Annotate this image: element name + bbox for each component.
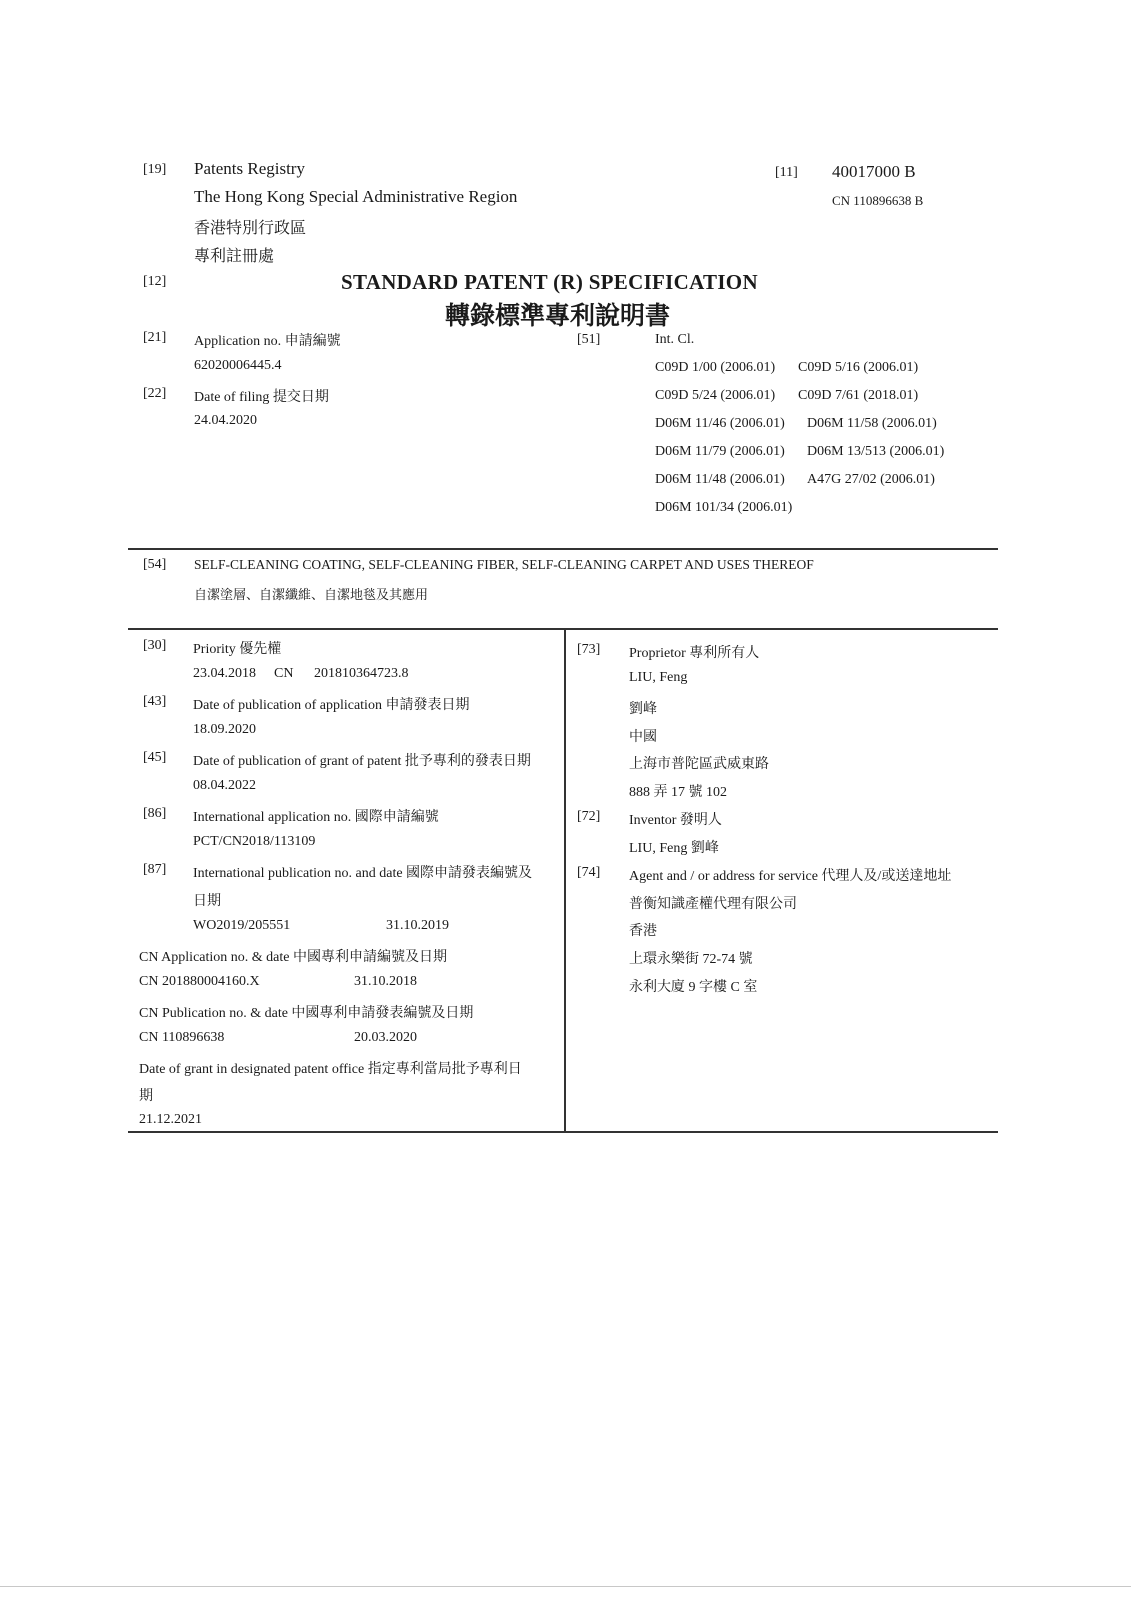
ipc-class: C09D 7/61 (2018.01)	[798, 388, 919, 403]
int-cl-label: Int. Cl.	[655, 332, 695, 347]
proprietor-label: Proprietor 專利所有人	[629, 646, 760, 661]
invention-title-zh: 自潔塗層、自潔纖維、自潔地毯及其應用	[194, 588, 429, 603]
priority-label: Priority 優先權	[193, 642, 282, 657]
inid-code-86: [86]	[143, 806, 167, 821]
application-no-label: Application no. 申請編號	[194, 334, 341, 349]
scan-edge-line	[0, 1586, 1131, 1587]
application-no-value: 62020006445.4	[194, 358, 282, 373]
inid-code-21: [21]	[143, 330, 167, 345]
international-application-label: International application no. 國際申請編號	[193, 810, 439, 825]
inid-code-54: [54]	[143, 557, 167, 572]
inventor-value: LIU, Feng 劉峰	[629, 841, 719, 856]
publication-of-application-label: Date of publication of application 申請發表日期	[193, 698, 470, 713]
ipc-class: D06M 11/79 (2006.01)	[655, 444, 785, 459]
international-publication-label-cont: 日期	[193, 894, 221, 909]
table-bottom-rule	[128, 1131, 998, 1133]
international-application-value: PCT/CN2018/113109	[193, 834, 316, 849]
cn-application-no: CN 201880004160.X	[139, 974, 260, 989]
inid-code-12: [12]	[143, 274, 167, 289]
registry-name: Patents Registry	[194, 159, 305, 178]
publication-of-application-value: 18.09.2020	[193, 722, 256, 737]
ipc-class: D06M 11/46 (2006.01)	[655, 416, 785, 431]
inid-code-11: [11]	[775, 165, 798, 180]
cn-number: CN 110896638 B	[832, 193, 924, 208]
grant-designated-office-label: Date of grant in designated patent office 指定專利當局批予專利日	[139, 1062, 522, 1077]
agent-label: Agent and / or address for service 代理人及/或送達地址	[629, 869, 952, 884]
ipc-class: C09D 5/24 (2006.01)	[655, 388, 776, 403]
agent-line: 上環永樂街 72-74 號	[629, 952, 753, 967]
international-publication-label: International publication no. and date 國際申請發表編號及	[193, 866, 533, 881]
ipc-class: D06M 13/513 (2006.01)	[807, 444, 945, 459]
agent-line: 普衡知識產權代理有限公司	[629, 897, 797, 912]
cn-publication-no: CN 110896638	[139, 1030, 225, 1045]
publication-of-grant-label: Date of publication of grant of patent 批予專利的發表日期	[193, 754, 531, 769]
international-publication-no: WO2019/205551	[193, 918, 291, 933]
cn-publication-date: 20.03.2020	[354, 1030, 417, 1045]
international-publication-date: 31.10.2019	[386, 918, 449, 933]
proprietor-line: LIU, Feng	[629, 670, 688, 685]
filing-date-label: Date of filing 提交日期	[194, 390, 329, 405]
inid-code-22: [22]	[143, 386, 167, 401]
cn-application-label: CN Application no. & date 中國專利申請編號及日期	[139, 950, 447, 965]
inid-code-74: [74]	[577, 865, 601, 880]
ipc-class: A47G 27/02 (2006.01)	[807, 472, 935, 487]
cn-application-date: 31.10.2018	[354, 974, 417, 989]
publication-of-grant-value: 08.04.2022	[193, 778, 256, 793]
ipc-class: D06M 11/58 (2006.01)	[807, 416, 937, 431]
grant-designated-office-label-cont: 期	[139, 1089, 153, 1104]
inid-code-72: [72]	[577, 809, 601, 824]
priority-number: 201810364723.8	[314, 666, 409, 681]
agent-line: 永利大廈 9 字樓 C 室	[629, 980, 758, 995]
inid-code-19: [19]	[143, 162, 167, 177]
ipc-class: C09D 1/00 (2006.01)	[655, 360, 776, 375]
inid-code-51: [51]	[577, 332, 601, 347]
priority-country: CN	[274, 666, 294, 681]
table-top-rule	[128, 628, 998, 630]
ipc-class: D06M 11/48 (2006.01)	[655, 472, 785, 487]
inid-code-43: [43]	[143, 694, 167, 709]
ipc-class: D06M 101/34 (2006.01)	[655, 500, 793, 515]
inid-code-87: [87]	[143, 862, 167, 877]
region-zh: 香港特別行政區	[194, 218, 307, 237]
invention-title-en: SELF-CLEANING COATING, SELF-CLEANING FIBER, SELF-CLEANING CARPET AND USES THEREOF	[194, 557, 814, 572]
table-column-divider	[564, 629, 566, 1132]
spec-title-en: STANDARD PATENT (R) SPECIFICATION	[341, 270, 758, 294]
inid-code-73: [73]	[577, 642, 601, 657]
cn-publication-label: CN Publication no. & date 中國專利申請發表編號及日期	[139, 1006, 474, 1021]
proprietor-line: 劉峰	[629, 702, 657, 717]
registry-zh: 專利註冊處	[194, 246, 275, 265]
filing-date-value: 24.04.2020	[194, 413, 257, 428]
agent-line: 香港	[629, 924, 657, 939]
patent-number: 40017000 B	[832, 162, 916, 181]
inid-code-45: [45]	[143, 750, 167, 765]
proprietor-line: 888 弄 17 號 102	[629, 785, 727, 800]
spec-title-zh: 轉錄標準專利說明書	[445, 301, 671, 330]
section-divider	[128, 548, 998, 550]
ipc-class: C09D 5/16 (2006.01)	[798, 360, 919, 375]
inid-code-30: [30]	[143, 638, 167, 653]
proprietor-line: 上海市普陀區武威東路	[629, 757, 769, 772]
region-en: The Hong Kong Special Administrative Region	[194, 187, 518, 206]
proprietor-line: 中國	[629, 730, 657, 745]
inventor-label: Inventor 發明人	[629, 813, 722, 828]
priority-date: 23.04.2018	[193, 666, 256, 681]
grant-designated-office-value: 21.12.2021	[139, 1112, 202, 1127]
